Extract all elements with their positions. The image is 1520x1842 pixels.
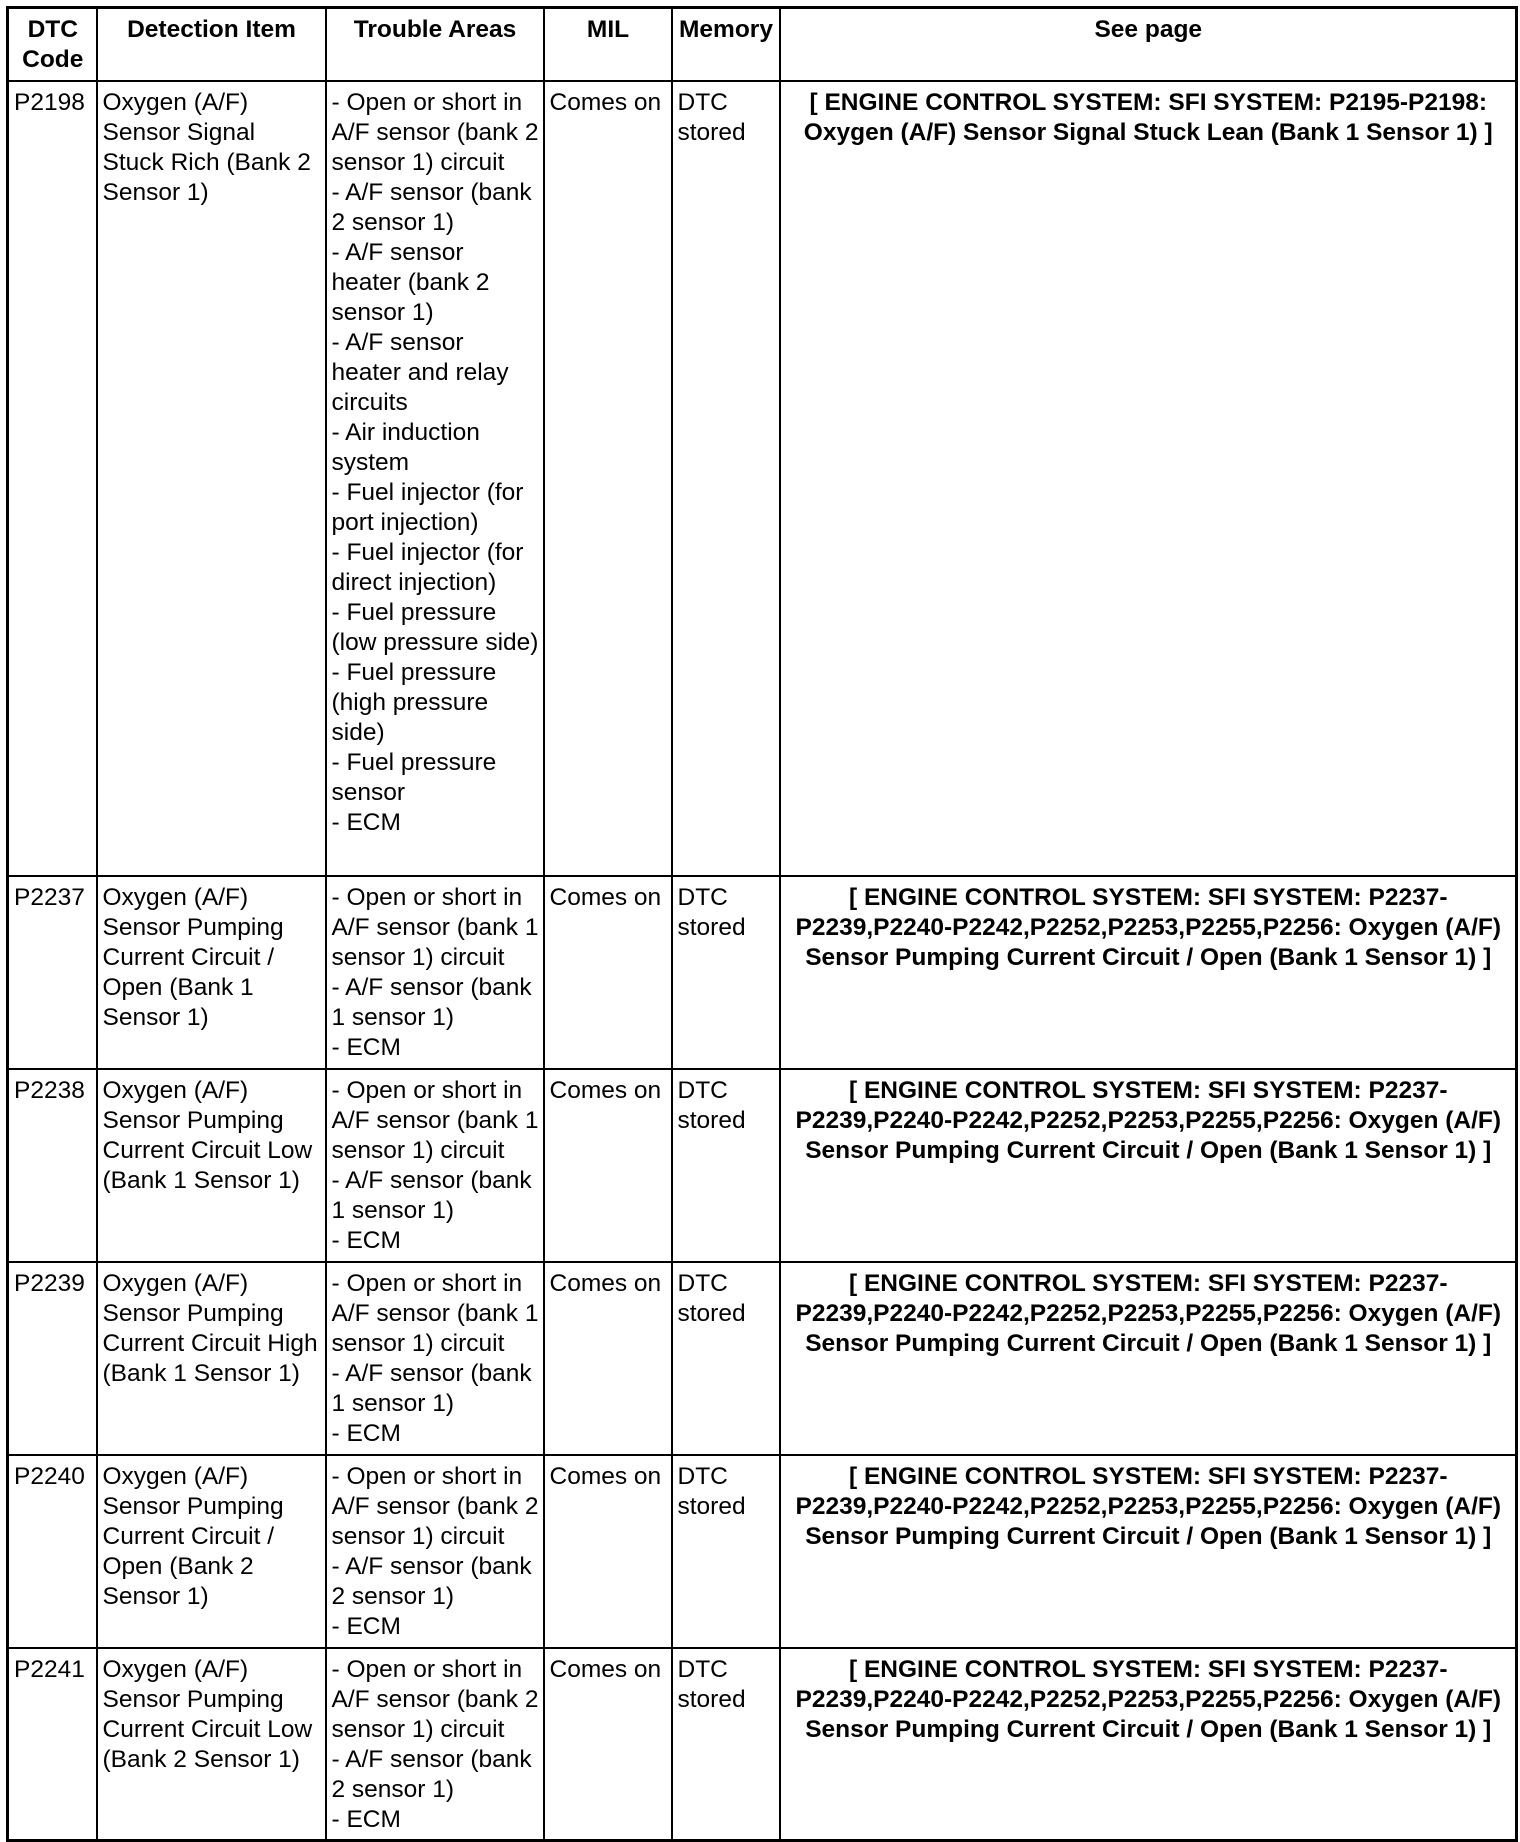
trouble-area-item: - Fuel injector (for port injection) (331, 478, 524, 536)
mil-cell: Comes on (544, 1648, 672, 1841)
trouble-area-item: - A/F sensor (bank 1 sensor 1) (331, 1359, 532, 1417)
header-detection-item: Detection Item (97, 8, 326, 81)
trouble-area-item: - ECM (331, 808, 401, 836)
mil-cell: Comes on (544, 876, 672, 1069)
trouble-area-item: - Open or short in A/F sensor (bank 1 sensor 1) circuit (331, 1269, 539, 1357)
memory-cell: DTC stored (672, 1069, 780, 1262)
see-page-link[interactable]: [ ENGINE CONTROL SYSTEM: SFI SYSTEM: P2237-P2239,P2240-P2242,P2252,P2253,P2255,P2256: Oxygen (A/F) Sensor Pumping Current Circuit / Open (Bank 1 Sensor 1) ] (780, 1069, 1517, 1262)
detection-item-cell: Oxygen (A/F) Sensor Pumping Current Circuit High (Bank 1 Sensor 1) (97, 1262, 326, 1455)
trouble-area-item: - Air induction system (331, 418, 480, 476)
memory-cell: DTC stored (672, 1648, 780, 1841)
detection-item-cell: Oxygen (A/F) Sensor Pumping Current Circuit / Open (Bank 1 Sensor 1) (97, 876, 326, 1069)
trouble-areas-cell (326, 1648, 544, 1841)
trouble-area-item: - ECM (331, 1419, 401, 1447)
header-row (8, 8, 1517, 81)
trouble-area-item: - Fuel pressure (high pressure side) (331, 658, 497, 746)
detection-item-cell: Oxygen (A/F) Sensor Signal Stuck Rich (Bank 2 Sensor 1) (97, 81, 326, 876)
see-page-link[interactable]: [ ENGINE CONTROL SYSTEM: SFI SYSTEM: P2237-P2239,P2240-P2242,P2252,P2253,P2255,P2256: Oxygen (A/F) Sensor Pumping Current Circuit / Open (Bank 1 Sensor 1) ] (780, 876, 1517, 1069)
table-row (8, 1455, 1517, 1648)
table-row (8, 1069, 1517, 1262)
dtc-code-cell: P2238 (8, 1069, 97, 1262)
table-row (8, 876, 1517, 1069)
trouble-area-item: - A/F sensor (bank 1 sensor 1) (331, 973, 532, 1031)
detection-item-cell: Oxygen (A/F) Sensor Pumping Current Circuit / Open (Bank 2 Sensor 1) (97, 1455, 326, 1648)
mil-cell: Comes on (544, 81, 672, 876)
trouble-area-item: - Fuel pressure sensor (331, 748, 497, 806)
detection-item-cell: Oxygen (A/F) Sensor Pumping Current Circuit Low (Bank 1 Sensor 1) (97, 1069, 326, 1262)
detection-item-cell: Oxygen (A/F) Sensor Pumping Current Circuit Low (Bank 2 Sensor 1) (97, 1648, 326, 1841)
trouble-areas-cell (326, 1455, 544, 1648)
trouble-area-item: - Open or short in A/F sensor (bank 1 sensor 1) circuit (331, 883, 539, 971)
dtc-code-cell: P2241 (8, 1648, 97, 1841)
mil-cell: Comes on (544, 1262, 672, 1455)
trouble-area-item: - A/F sensor heater (bank 2 sensor 1) (331, 238, 490, 326)
trouble-areas-cell (326, 81, 544, 876)
trouble-area-item: - ECM (331, 1033, 401, 1061)
header-mil: MIL (544, 8, 672, 81)
trouble-areas-cell (326, 1262, 544, 1455)
trouble-area-item: - A/F sensor (bank 2 sensor 1) (331, 1552, 532, 1610)
table-row (8, 1648, 1517, 1841)
trouble-area-item: - ECM (331, 1612, 401, 1640)
dtc-code-cell: P2240 (8, 1455, 97, 1648)
trouble-area-item: - A/F sensor heater and relay circuits (331, 328, 509, 416)
trouble-area-item: - Open or short in A/F sensor (bank 2 sensor 1) circuit (331, 88, 539, 176)
memory-cell: DTC stored (672, 1455, 780, 1648)
mil-cell: Comes on (544, 1069, 672, 1262)
trouble-area-item: - ECM (331, 1226, 401, 1254)
see-page-link[interactable]: [ ENGINE CONTROL SYSTEM: SFI SYSTEM: P2237-P2239,P2240-P2242,P2252,P2253,P2255,P2256: Oxygen (A/F) Sensor Pumping Current Circuit / Open (Bank 1 Sensor 1) ] (780, 1648, 1517, 1841)
header-dtc-code: DTC Code (8, 8, 97, 81)
dtc-code-cell: P2198 (8, 81, 97, 876)
header-see-page: See page (780, 8, 1517, 81)
trouble-area-item: - Open or short in A/F sensor (bank 2 sensor 1) circuit (331, 1462, 539, 1550)
dtc-table (6, 6, 1518, 1842)
see-page-link[interactable]: [ ENGINE CONTROL SYSTEM: SFI SYSTEM: P2237-P2239,P2240-P2242,P2252,P2253,P2255,P2256: Oxygen (A/F) Sensor Pumping Current Circuit / Open (Bank 1 Sensor 1) ] (780, 1455, 1517, 1648)
trouble-area-item: - Fuel pressure (low pressure side) (331, 598, 539, 656)
trouble-area-item: - Fuel injector (for direct injection) (331, 538, 524, 596)
dtc-code-cell: P2237 (8, 876, 97, 1069)
header-memory: Memory (672, 8, 780, 81)
trouble-area-item: - A/F sensor (bank 2 sensor 1) (331, 1745, 532, 1803)
memory-cell: DTC stored (672, 876, 780, 1069)
see-page-link[interactable]: [ ENGINE CONTROL SYSTEM: SFI SYSTEM: P2237-P2239,P2240-P2242,P2252,P2253,P2255,P2256: Oxygen (A/F) Sensor Pumping Current Circuit / Open (Bank 1 Sensor 1) ] (780, 1262, 1517, 1455)
see-page-link[interactable]: [ ENGINE CONTROL SYSTEM: SFI SYSTEM: P2195-P2198: Oxygen (A/F) Sensor Signal Stuck Lean (Bank 1 Sensor 1) ] (780, 81, 1517, 876)
trouble-area-item: - Open or short in A/F sensor (bank 2 sensor 1) circuit (331, 1655, 539, 1743)
table-row (8, 81, 1517, 876)
trouble-areas-cell (326, 1069, 544, 1262)
memory-cell: DTC stored (672, 81, 780, 876)
trouble-area-item: - ECM (331, 1805, 401, 1833)
trouble-area-item: - Open or short in A/F sensor (bank 1 sensor 1) circuit (331, 1076, 539, 1164)
mil-cell: Comes on (544, 1455, 672, 1648)
trouble-area-item: - A/F sensor (bank 1 sensor 1) (331, 1166, 532, 1224)
trouble-areas-cell (326, 876, 544, 1069)
memory-cell: DTC stored (672, 1262, 780, 1455)
table-row (8, 1262, 1517, 1455)
dtc-code-cell: P2239 (8, 1262, 97, 1455)
trouble-area-item: - A/F sensor (bank 2 sensor 1) (331, 178, 532, 236)
header-trouble-areas: Trouble Areas (326, 8, 544, 81)
